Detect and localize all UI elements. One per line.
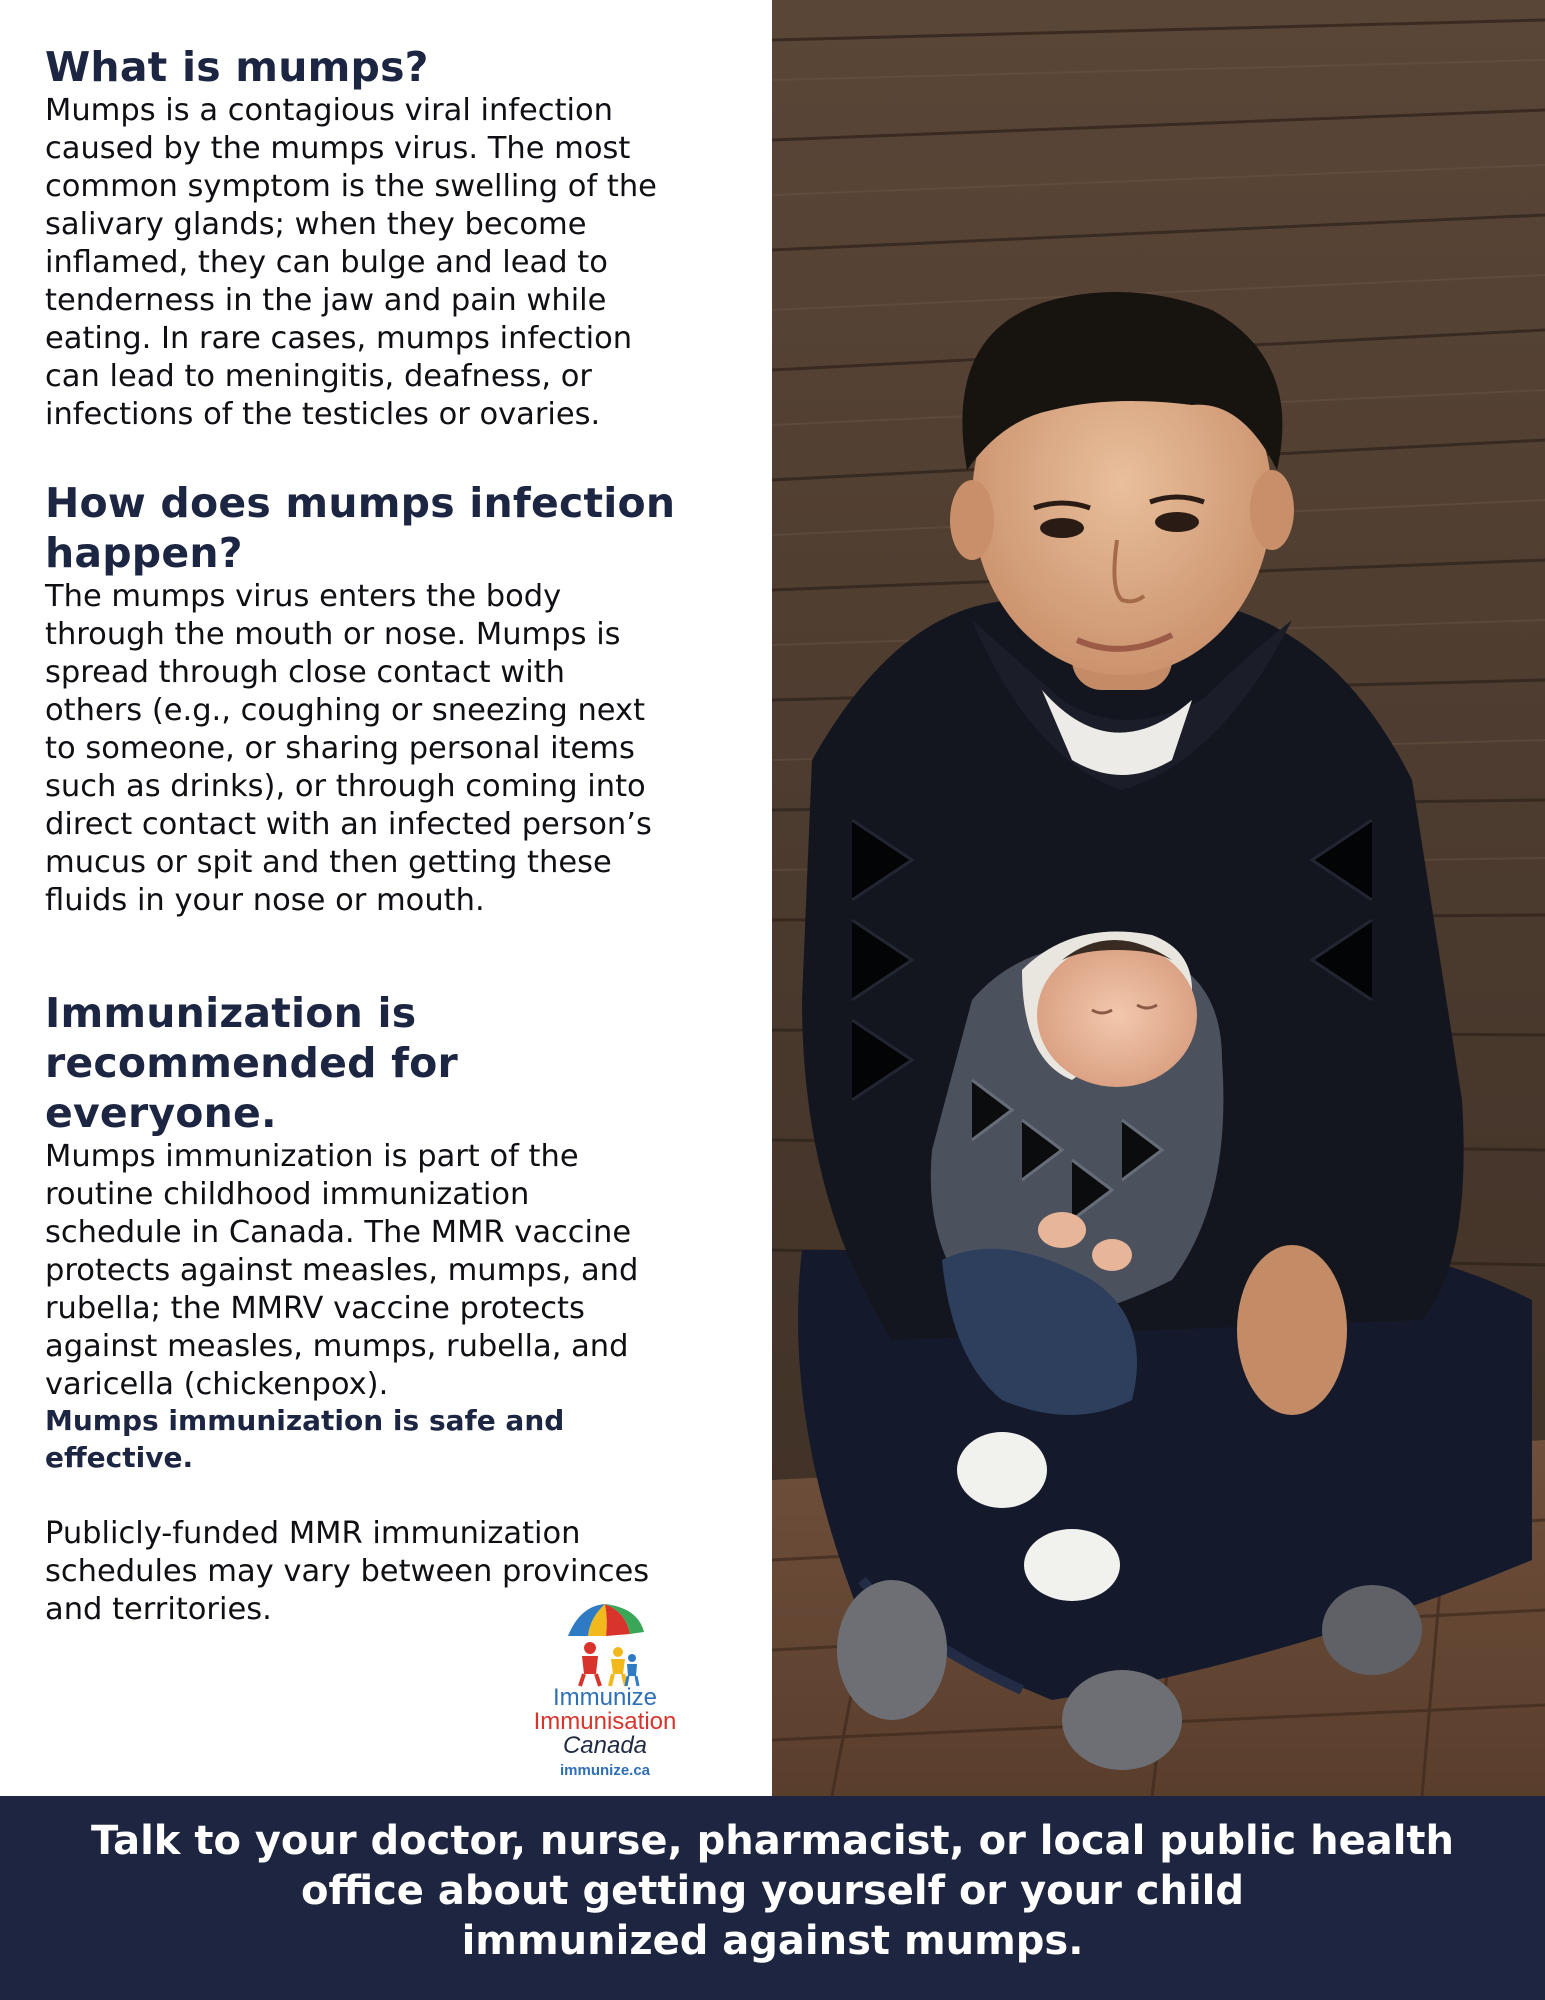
photo-illustration bbox=[772, 0, 1545, 1796]
section-heading: Immunization is recommended for everyone. bbox=[45, 989, 458, 1137]
umbrella-family-icon bbox=[560, 1598, 650, 1688]
section-how-infection-happens bbox=[45, 478, 755, 920]
section-body: The mumps virus enters the body through the mouth or nose. Mumps is spread through close contact with others (e.g., coughing or sneezing next to someone, or sharing personal items such as drinks), or through coming into direct contact with an infected person’s mucus or spit and then getting these fluids in your nose or mouth. bbox=[45, 579, 652, 918]
schedule-note: Publicly-funded MMR immunization schedules may vary between provinces and territories. bbox=[45, 1516, 650, 1627]
text-column bbox=[0, 0, 772, 1796]
photo-boy-holding-baby bbox=[772, 0, 1545, 1796]
section-heading: How does mumps infection happen? bbox=[45, 479, 676, 577]
logo-website: immunize.ca bbox=[559, 1762, 651, 1779]
section-what-is-mumps bbox=[45, 42, 755, 434]
section-heading: What is mumps? bbox=[45, 43, 429, 91]
logo-text-immunize: Immunize bbox=[552, 1684, 658, 1711]
call-to-action-text: Talk to your doctor, nurse, pharmacist, or local public health office about getting yourself or your child immunized against mumps. bbox=[90, 1818, 1455, 1964]
logo-text-canada: Canada bbox=[562, 1732, 648, 1759]
call-to-action-banner bbox=[0, 1796, 1545, 2000]
immunize-canada-logo bbox=[505, 1598, 705, 1788]
logo-text-immunisation: Immunisation bbox=[533, 1708, 677, 1735]
safety-statement: Mumps immunization is safe and effective. bbox=[45, 1404, 565, 1474]
section-immunization-recommended bbox=[45, 988, 755, 1404]
section-body: Mumps is a contagious viral infection caused by the mumps virus. The most common symptom is the swelling of the salivary glands; when they become inflamed, they can bulge and lead to tenderness in the jaw and pain while eating. In rare cases, mumps infection can lead to meningitis, deafness, or infections of the testicles or ovaries. bbox=[45, 93, 657, 432]
section-body: Mumps immunization is part of the routine childhood immunization schedule in Canada. The MMR vaccine protects against measles, mumps, and rubella; the MMRV vaccine protects against measles, mumps, rubella, and varicella (chickenpox). bbox=[45, 1139, 639, 1402]
